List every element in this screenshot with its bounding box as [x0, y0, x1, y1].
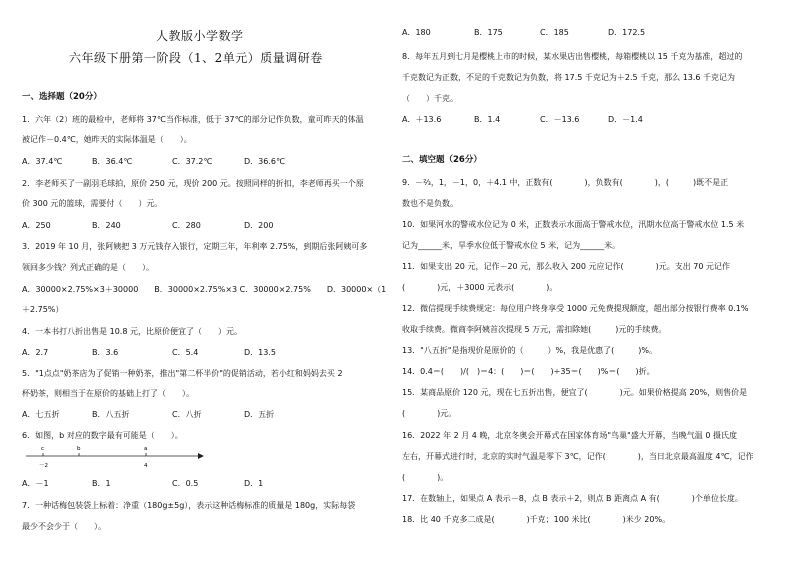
- q8-option-d: D．－1.4: [608, 115, 643, 124]
- question-11-line-2: ( )元，＋3000 元表示( )。: [402, 283, 558, 292]
- q5-option-b: B．八五折: [92, 410, 130, 419]
- q4-option-a: A．2.7: [22, 348, 49, 357]
- q2-option-d: D．200: [244, 221, 274, 230]
- question-10-line-2: 记为______米，旱季水位低于警戒水位 5 米，记为______米。: [402, 241, 621, 250]
- q8-option-b: B．1.4: [474, 115, 501, 124]
- q6-option-d: D．1: [244, 479, 264, 488]
- page-title: 人教版小学数学: [156, 29, 244, 43]
- section-heading-fill: 二、填空题（26分）: [402, 155, 482, 165]
- question-4-line-1: 4．一本书打八折出售是 10.8 元，比原价便宜了（ ）元。: [22, 327, 242, 336]
- q2-option-c: C．280: [172, 221, 201, 230]
- q4-option-b: B．3.6: [92, 348, 119, 357]
- question-8-line-2: 千克数记为正数，不足的千克数记为负数，将 17.5 千克记为＋2.5 千克，那么 13.6 千克记为: [402, 73, 736, 82]
- question-3-line-1: 3．2019 年 10 月，张阿姨把 3 万元钱存入银行，定期三年，年利率 2.75%，到期后张阿姨可多: [22, 242, 368, 251]
- question-6-line-1: 6．如图，b 对应的数字最有可能是（ ）。: [22, 431, 183, 440]
- question-15-line-2: ( )元。: [402, 409, 457, 418]
- q7-option-a: A．180: [402, 28, 431, 37]
- question-3-line-2: 领回多少钱？列式正确的是（ ）。: [22, 263, 154, 272]
- label-4: 4: [144, 463, 148, 469]
- question-1-line-1: 1．六年（2）班的最检中，老师将 37℃当作标准，低于 37℃的部分记作负数，童可昨天的体温: [22, 115, 364, 124]
- q8-option-c: C．－13.6: [540, 115, 580, 124]
- question-14: 14．0.4＝( )/( )＝4：( )＝( )÷35＝( )%＝( )折。: [402, 367, 655, 376]
- q7-option-d: D．172.5: [608, 28, 646, 37]
- label-a: a: [144, 446, 148, 452]
- q6-option-a: A．－1: [22, 479, 49, 488]
- question-13: 13．"八五折"是指现价是原价的（ ）%，我是优惠了( )%。: [402, 346, 657, 355]
- q5-option-c: C．八折: [172, 410, 202, 419]
- label-b: b: [77, 446, 81, 452]
- question-9-line-2: 数也不是负数。: [402, 199, 458, 208]
- q4-option-c: C．5.4: [172, 348, 199, 357]
- question-18: 18．比 40 千克多二成是( )千克；100 米比( )米少 20%。: [402, 515, 671, 524]
- q5-option-a: A．七五折: [22, 410, 60, 419]
- question-16-line-3: ( )。: [402, 473, 449, 482]
- question-3-options-cont: ＋2.75%）: [22, 305, 64, 314]
- q2-option-a: A．250: [22, 221, 51, 230]
- question-8-line-3: （ ）千克。: [402, 94, 458, 103]
- q5-option-d: D．五折: [244, 410, 275, 419]
- question-2-line-2: 价 300 元的篮球，需要付（ ）元。: [22, 199, 163, 208]
- question-8-line-1: 8．每年五月到七月是樱桃上市的时候，某水果店出售樱桃，每箱樱桃以 15 千克为基准，超过的: [402, 52, 743, 61]
- question-7-line-1: 7．一种话梅包装袋上标着：净重（180g±5g），表示这种话梅标准的质量是 180g，实际每袋: [22, 501, 356, 510]
- q6-option-c: C．0.5: [172, 479, 199, 488]
- q2-option-b: B．240: [92, 221, 121, 230]
- question-16-line-2: 左右，开幕式进行时，北京的实时气温是零下 3℃，记作( )，当日北京最高温度 4℃，记作: [402, 452, 754, 461]
- question-11-line-1: 11．如果支出 20 元，记作－20 元，那么收入 200 元应记作( )元。支出 70 元记作: [402, 262, 731, 271]
- question-10-line-1: 10．如果河水的警戒水位记为 0 米，正数表示水面高于警戒水位，汛期水位高于警戒水位 1.5 米: [402, 220, 745, 229]
- q6-option-b: B．1: [92, 479, 111, 488]
- page-subtitle: 六年级下册第一阶段（1、2单元）质量调研卷: [69, 51, 323, 65]
- section-heading-choice: 一、选择题（20分）: [22, 92, 102, 102]
- question-7-line-2: 最少不会少于（ ）。: [22, 522, 106, 531]
- label-minus-2: －2: [39, 463, 48, 469]
- question-17: 17．在数轴上，如果点 A 表示－8，点 B 表示＋2，则点 B 距离点 A 有( )个单位长度。: [402, 494, 743, 503]
- question-16-line-1: 16．2022 年 2 月 4 晚，北京冬奥会开幕式在国家体育场"鸟巢"盛大开幕，当晚气温 0 摄氏度: [402, 431, 737, 440]
- q7-option-b: B．175: [474, 28, 503, 37]
- q1-option-c: C．37.2℃: [172, 157, 213, 166]
- q1-option-b: B．36.4℃: [92, 157, 133, 166]
- question-5-line-2: 杯奶茶，则相当于在原价的基础上打了（ ）。: [22, 389, 194, 398]
- number-line-figure: [26, 444, 206, 474]
- q8-option-a: A．＋13.6: [402, 115, 442, 124]
- q1-option-a: A．37.4℃: [22, 157, 63, 166]
- question-1-line-2: 被记作－0.4℃，她昨天的实际体温是（ ）。: [22, 135, 192, 144]
- question-3-options: A．30000×2.75%×3＋30000 B．30000×2.75%×3 C．30000×2.75% D．30000×（1: [22, 285, 387, 294]
- question-2-line-1: 2．李老师买了一副羽毛球拍，原价 250 元，现价 200 元。按照同样的折扣，李老师再买一个原: [22, 179, 364, 188]
- label-c: c: [41, 446, 45, 452]
- question-12-line-1: 12．微信提现手续费规定：每位用户终身享受 1000 元免费提现额度，超出部分按银行费率 0.1%: [402, 304, 749, 313]
- q4-option-d: D．13.5: [244, 348, 276, 357]
- question-15-line-1: 15．某商品原价 120 元，现在七五折出售，便宜了( )元。如果价格提高 20%，则售价是: [402, 388, 748, 397]
- question-5-line-1: 5．"1点点"奶茶店为了促销一种奶茶，推出"第二杯半价"的促销活动，若小红和妈妈去买 2: [22, 369, 343, 378]
- question-9-line-1: 9．－⅔，1，－1，0，＋4.1 中，正数有( )，负数有( )，( )既不是正: [402, 178, 729, 187]
- q7-option-c: C．185: [540, 28, 569, 37]
- q1-option-d: D．36.6℃: [244, 157, 285, 166]
- number-line-arrow: [198, 453, 204, 459]
- question-12-line-2: 收取手续费。微商李阿姨首次提现 5 万元，需扣除她( )元的手续费。: [402, 325, 667, 334]
